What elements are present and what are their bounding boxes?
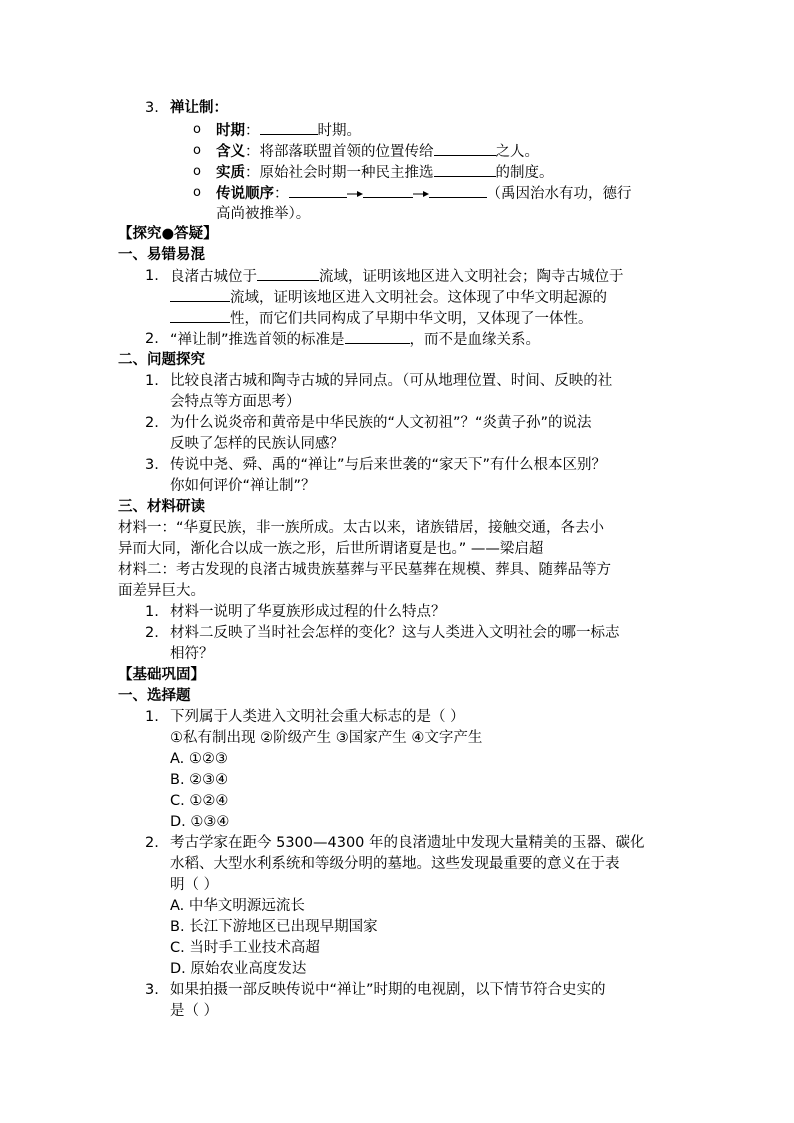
- question-stem: 是（ ）: [170, 1003, 219, 1019]
- question-stem: 考古学家在距今 5300—4300 年的良渚遗址中发现大量精美的玉器、碳化: [170, 835, 645, 851]
- blank[interactable]: [170, 287, 230, 302]
- option-a[interactable]: A. ①②③: [170, 751, 228, 767]
- blank[interactable]: [257, 266, 319, 281]
- item-number: 1.: [145, 709, 159, 725]
- text-line: 相符？: [170, 646, 214, 662]
- option-c[interactable]: C. ①②④: [170, 793, 229, 809]
- bullet-icon: o: [193, 185, 201, 200]
- item-number: 1.: [145, 268, 159, 284]
- question-items: ①私有制出现 ②阶级产生 ③国家产生 ④文字产生: [170, 730, 483, 746]
- fill-line: 时期： 时期。: [216, 120, 361, 141]
- subsection-title: 一、选择题: [118, 688, 191, 704]
- section-header: 【探究●答疑】: [118, 226, 218, 242]
- item-number: 3.: [145, 982, 159, 998]
- fill-line: 传说顺序： （禹因治水有功，德行: [216, 183, 632, 204]
- option-b[interactable]: B. ②③④: [170, 772, 229, 788]
- question-stem: 水稻、大型水利系统和等级分明的墓地。这些发现最重要的意义在于表: [170, 856, 620, 872]
- text-line: 传说中尧、舜、禹的“禅让”与后来世袭的“家天下”有什么根本区别？: [170, 457, 607, 473]
- text-line: 材料一说明了华夏族形成过程的什么特点？: [170, 604, 446, 620]
- item-number: 2.: [145, 835, 159, 851]
- text-line: 反映了怎样的民族认同感？: [170, 436, 344, 452]
- item-number: 1.: [145, 373, 159, 389]
- bullet-icon: o: [193, 164, 201, 179]
- item-number: 2.: [145, 331, 159, 347]
- subsection-title: 一、易错易混: [118, 247, 205, 263]
- blank[interactable]: [289, 183, 347, 198]
- blank[interactable]: [345, 329, 410, 344]
- arrow-right-icon: [347, 189, 363, 199]
- item-number: 1.: [145, 604, 159, 620]
- bullet-icon: o: [193, 122, 201, 137]
- fill-line: 性，而它们共同构成了早期中华文明，又体现了一体性。: [170, 308, 593, 329]
- fill-line: 良渚古城位于 流域，证明该地区进入文明社会；陶寺古城位于: [170, 266, 624, 287]
- item-number: 2.: [145, 625, 159, 641]
- material-text: 材料一：“华夏民族，非一族所成。太古以来，诸族错居，接触交通，各去小: [118, 520, 605, 536]
- arrow-right-icon: [413, 189, 429, 199]
- item-number: 3.: [145, 457, 159, 473]
- option-d[interactable]: D. ①③④: [170, 814, 230, 830]
- option-d[interactable]: D. 原始农业高度发达: [170, 961, 307, 977]
- blank[interactable]: [429, 183, 487, 198]
- subsection-title: 三、材料研读: [118, 499, 205, 515]
- text-line: 你如何评价“禅让制”？: [170, 478, 316, 494]
- material-text: 面差异巨大。: [118, 583, 205, 599]
- blank[interactable]: [363, 183, 413, 198]
- bullet-icon: o: [193, 143, 201, 158]
- item-number: 3.: [145, 100, 159, 116]
- fill-line: 含义：将部落联盟首领的位置传给 之人。: [216, 141, 539, 162]
- material-text: 材料二：考古发现的良渚古城贵族墓葬与平民墓葬在规模、葬具、随葬品等方: [118, 562, 611, 578]
- subsection-title: 二、问题探究: [118, 352, 205, 368]
- question-stem: 如果拍摄一部反映传说中“禅让”时期的电视剧，以下情节符合史实的: [170, 982, 606, 998]
- question-stem: 明（ ）: [170, 877, 219, 893]
- section-title: 禅让制：: [170, 100, 228, 116]
- blank[interactable]: [434, 141, 496, 156]
- blank[interactable]: [434, 162, 496, 177]
- item-number: 2.: [145, 415, 159, 431]
- text-line: 材料二反映了当时社会怎样的变化？这与人类进入文明社会的哪一标志: [170, 625, 620, 641]
- option-c[interactable]: C. 当时手工业技术高超: [170, 940, 320, 956]
- fill-line: 流域，证明该地区进入文明社会。这体现了中华文明起源的: [170, 287, 607, 308]
- option-b[interactable]: B. 长江下游地区已出现早期国家: [170, 919, 378, 935]
- option-a[interactable]: A. 中华文明源远流长: [170, 898, 305, 914]
- blank[interactable]: [260, 120, 318, 135]
- fill-line: 实质：原始社会时期一种民主推选 的制度。: [216, 162, 554, 183]
- section-header: 【基础巩固】: [118, 667, 205, 683]
- question-stem: 下列属于人类进入文明社会重大标志的是（ ）: [170, 709, 465, 725]
- text-line: 为什么说炎帝和黄帝是中华民族的“人文初祖”？“炎黄子孙”的说法: [170, 415, 592, 431]
- text-line: 会特点等方面思考）: [170, 394, 301, 410]
- text-line: 比较良渚古城和陶寺古城的异同点。（可从地理位置、时间、反映的社: [170, 373, 613, 389]
- fill-line: “禅让制”推选首领的标准是 ，而不是血缘关系。: [170, 329, 540, 350]
- material-text: 异而大同，渐化合以成一族之形，后世所谓诸夏是也。” ——梁启超: [118, 541, 544, 557]
- text-line: 高尚被推举）。: [216, 206, 311, 222]
- blank[interactable]: [170, 308, 230, 323]
